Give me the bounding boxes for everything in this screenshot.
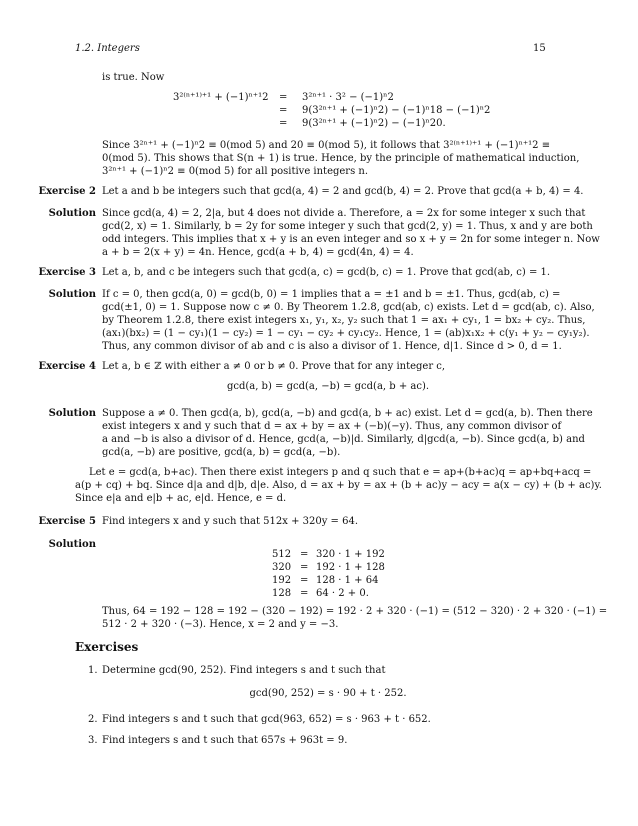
euclid-eq: = — [300, 588, 309, 599]
euclid-lhs: 512 — [272, 549, 292, 560]
paragraph-line: gcd(±1, 0) = 1. Suppose now c ≠ 0. By Theorem 1.2.8, gcd(ab, c) exists. Let d = gcd(ab, c). Also, — [102, 302, 595, 313]
paragraph-line: 512 · 2 + 320 · (−3). Hence, x = 2 and y = −3. — [102, 619, 339, 630]
equation-rhs: 3²ⁿ⁺¹ · 3² − (−1)ⁿ2 — [302, 92, 394, 103]
exercise-number: 2. — [88, 714, 98, 725]
solution-label: Solution — [48, 408, 96, 419]
exercise-text: Let a and b be integers such that gcd(a, 4) = 2 and gcd(b, 4) = 2. Prove that gcd(a + b, 4) = 4. — [102, 186, 584, 197]
paragraph-line: If c = 0, then gcd(a, 0) = gcd(b, 0) = 1 implies that a = ±1 and b = ±1. Thus, gcd(ab, c) = — [102, 289, 561, 300]
page-number: 15 — [533, 43, 546, 54]
paragraph-line: gcd(a, −b) are positive, gcd(a, b) = gcd(a, −b). — [102, 447, 341, 458]
paragraph-line: Thus, any common divisor of ab and c is also a divisor of 1. Hence, d|1. Since d > 0, d = 1. — [102, 341, 562, 352]
equation-rhs: 9(3²ⁿ⁺¹ + (−1)ⁿ2) − (−1)ⁿ18 − (−1)ⁿ2 — [302, 105, 491, 116]
intro-text: is true. Now — [102, 72, 165, 83]
exercise-label: Exercise 3 — [38, 267, 96, 278]
paragraph-line: a(p + cq) + bq. Since d|a and d|b, d|e. Also, d = ax + by = ax + (b + ac)y − acy = a(x − cy) + (b + ac)y. — [75, 480, 602, 491]
euclid-rhs: 64 · 2 + 0. — [316, 588, 369, 599]
euclid-eq: = — [300, 549, 309, 560]
exercise-item-text: Determine gcd(90, 252). Find integers s and t such that — [102, 665, 386, 676]
euclid-lhs: 320 — [272, 562, 292, 573]
euclid-rhs: 320 · 1 + 192 — [316, 549, 385, 560]
exercise-item-text: Find integers s and t such that 657s + 963t = 9. — [102, 735, 348, 746]
exercise-equation: gcd(a, b) = gcd(a, −b) = gcd(a, b + ac). — [226, 381, 430, 392]
euclid-lhs: 192 — [272, 575, 292, 586]
equation-lhs: 3²⁽ⁿ⁺¹⁾⁺¹ + (−1)ⁿ⁺¹2 — [173, 92, 269, 103]
equation-rel: = — [279, 105, 288, 116]
paragraph-line: 3²ⁿ⁺¹ + (−1)ⁿ2 ≡ 0(mod 5) for all positive integers n. — [102, 166, 369, 177]
exercise-number: 3. — [88, 735, 98, 746]
section-heading: Exercises — [75, 640, 139, 654]
paragraph-line: Let e = gcd(a, b+ac). Then there exist integers p and q such that e = ap+(b+ac)q = ap+bq+acq = — [89, 467, 592, 478]
running-header-section: 1.2. Integers — [75, 43, 140, 54]
paragraph-line: 0(mod 5). This shows that S(n + 1) is true. Hence, by the principle of mathematical induction, — [102, 153, 580, 164]
paragraph-line: Since gcd(a, 4) = 2, 2|a, but 4 does not divide a. Therefore, a = 2x for some integer x such that — [102, 208, 586, 219]
paragraph-line: Since e|a and e|b + ac, e|d. Hence, e = d. — [75, 493, 287, 504]
paragraph-line: gcd(2, x) = 1. Similarly, b = 2y for some integer y such that gcd(2, y) = 1. Thus, x and y are both — [102, 221, 593, 232]
exercise-item-text: Find integers s and t such that gcd(963, 652) = s · 963 + t · 652. — [102, 714, 431, 725]
exercise-equation: gcd(90, 252) = s · 90 + t · 252. — [249, 688, 407, 699]
paragraph-line: Thus, 64 = 192 − 128 = 192 − (320 − 192) = 192 · 2 + 320 · (−1) = (512 − 320) · 2 + 320 · (−1) = — [102, 606, 608, 617]
paragraph-line: a + b = 2(x + y) = 4n. Hence, gcd(a + b, 4) = gcd(4n, 4) = 4. — [102, 247, 414, 258]
exercise-text: Find integers x and y such that 512x + 320y = 64. — [102, 516, 359, 527]
euclid-eq: = — [300, 575, 309, 586]
exercise-label: Exercise 5 — [38, 516, 96, 527]
paragraph-line: Since 3²ⁿ⁺¹ + (−1)ⁿ2 ≡ 0(mod 5) and 20 ≡ 0(mod 5), it follows that 3²⁽ⁿ⁺¹⁾⁺¹ + (−1)ⁿ⁺¹2 ≡ — [102, 140, 551, 151]
paragraph-line: by Theorem 1.2.8, there exist integers x₁, y₁, x₂, y₂ such that 1 = ax₁ + cy₁, 1 = bx₂ + cy₂. Thus, — [102, 315, 586, 326]
paragraph-line: exist integers x and y such that d = ax + by = ax + (−b)(−y). Thus, any common divisor of — [102, 421, 562, 432]
equation-rel: = — [279, 92, 288, 103]
exercise-text: Let a, b, and c be integers such that gcd(a, c) = gcd(b, c) = 1. Prove that gcd(ab, c) = 1. — [102, 267, 551, 278]
paragraph-line: Suppose a ≠ 0. Then gcd(a, b), gcd(a, −b) and gcd(a, b + ac) exist. Let d = gcd(a, b). Then there — [102, 408, 593, 419]
exercise-text: Let a, b ∈ ℤ with either a ≠ 0 or b ≠ 0. Prove that for any integer c, — [102, 361, 446, 372]
equation-rel: = — [279, 118, 288, 129]
solution-label: Solution — [48, 539, 96, 550]
solution-label: Solution — [48, 208, 96, 219]
exercise-label: Exercise 2 — [38, 186, 96, 197]
euclid-rhs: 192 · 1 + 128 — [316, 562, 385, 573]
euclid-lhs: 128 — [272, 588, 292, 599]
paragraph-line: a and −b is also a divisor of d. Hence, gcd(a, −b)|d. Similarly, d|gcd(a, −b). Since gcd(a, b) and — [102, 434, 585, 445]
paragraph-line: (ax₁)(bx₂) = (1 − cy₁)(1 − cy₂) = 1 − cy₁ − cy₂ + cy₁cy₂. Hence, 1 = (ab)x₁x₂ + c(y₁ + y₂ − cy₁y₂). — [102, 328, 590, 339]
solution-label: Solution — [48, 289, 96, 300]
exercise-label: Exercise 4 — [38, 361, 96, 372]
euclid-eq: = — [300, 562, 309, 573]
exercise-number: 1. — [88, 665, 98, 676]
paragraph-line: odd integers. This implies that x + y is an even integer and so x + y = 2n for some integer n. Now — [102, 234, 600, 245]
euclid-rhs: 128 · 1 + 64 — [316, 575, 379, 586]
equation-rhs: 9(3²ⁿ⁺¹ + (−1)ⁿ2) − (−1)ⁿ20. — [302, 118, 446, 129]
